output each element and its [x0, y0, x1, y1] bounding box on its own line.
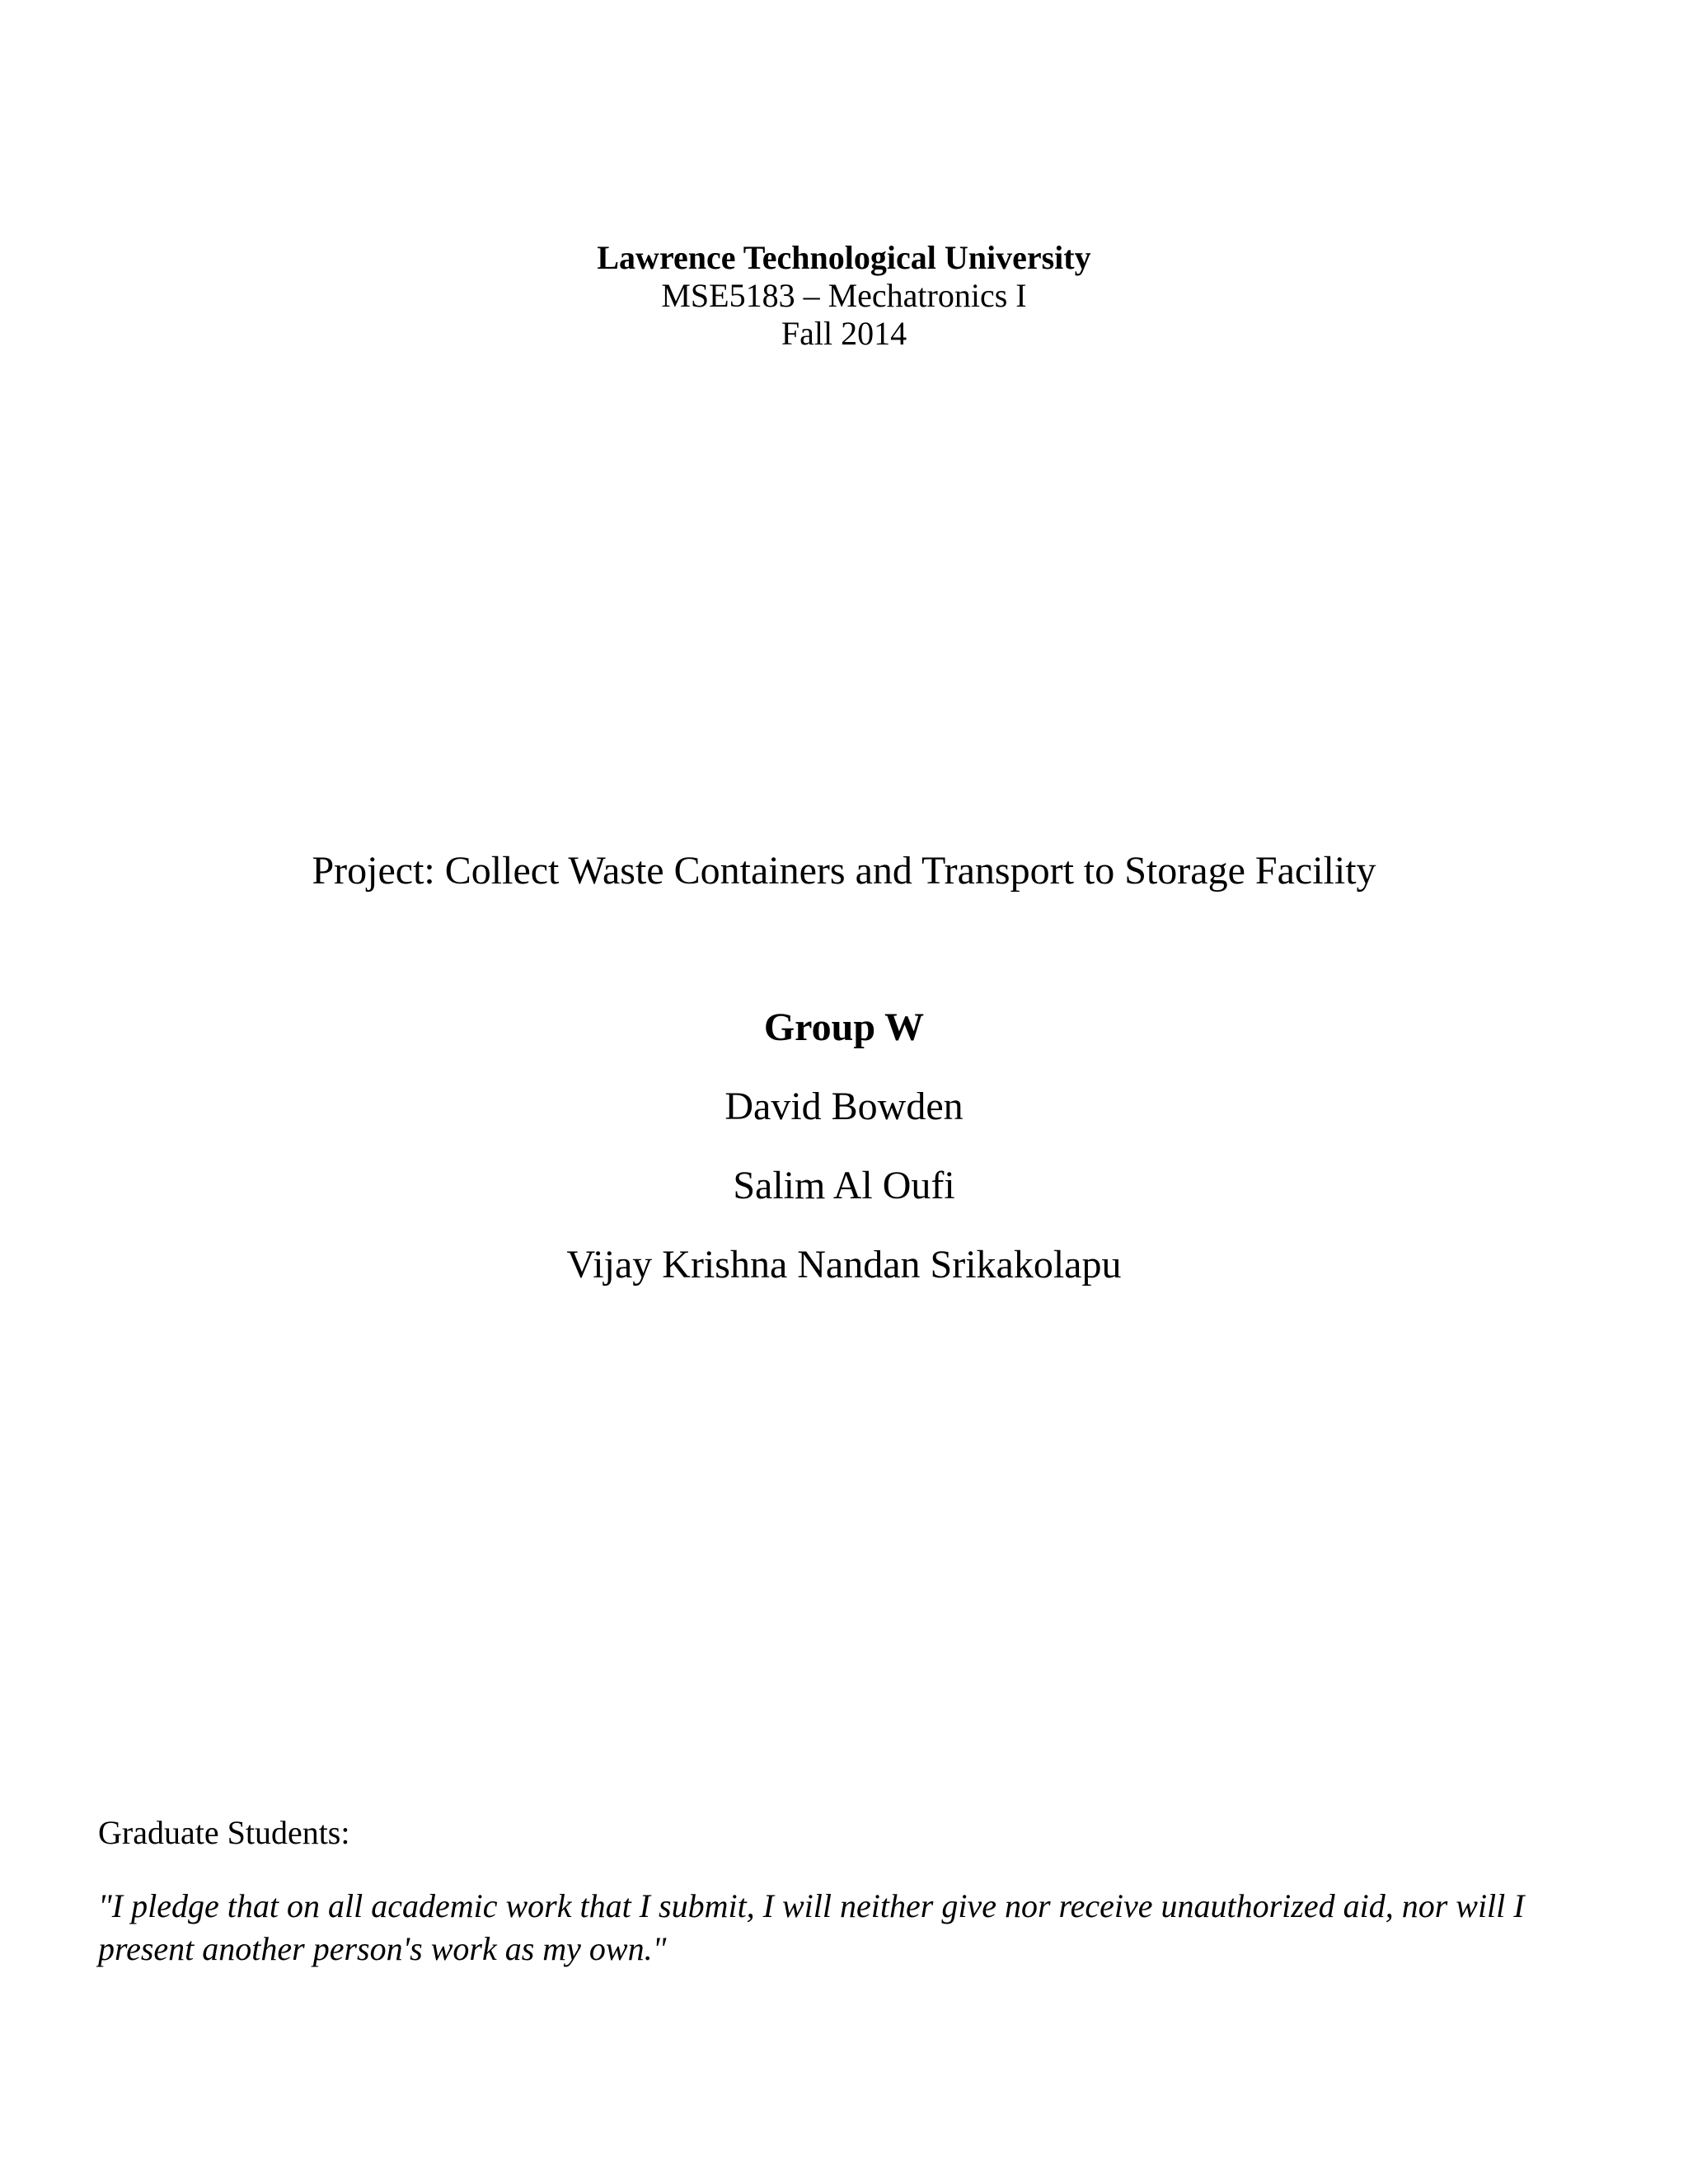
honor-pledge: "I pledge that on all academic work that I submit, I will neither give nor receive unauthorized aid, nor will I present another person's work as my own." [98, 1887, 1525, 1967]
course-name: MSE5183 – Mechatronics I [661, 277, 1027, 314]
group-member: Salim Al Oufi [733, 1164, 955, 1207]
title-header [0, 239, 1688, 353]
group-name: Group W [763, 1005, 925, 1049]
university-name: Lawrence Technological University [597, 239, 1091, 276]
group-member: Vijay Krishna Nandan Srikakolapu [566, 1243, 1122, 1286]
term: Fall 2014 [781, 315, 907, 352]
group-block [0, 1004, 1688, 1320]
group-member: David Bowden [724, 1085, 964, 1128]
project-title: Project: Collect Waste Containers and Transport to Storage Facility [312, 849, 1376, 893]
graduate-students-label: Graduate Students: [98, 1814, 350, 1851]
